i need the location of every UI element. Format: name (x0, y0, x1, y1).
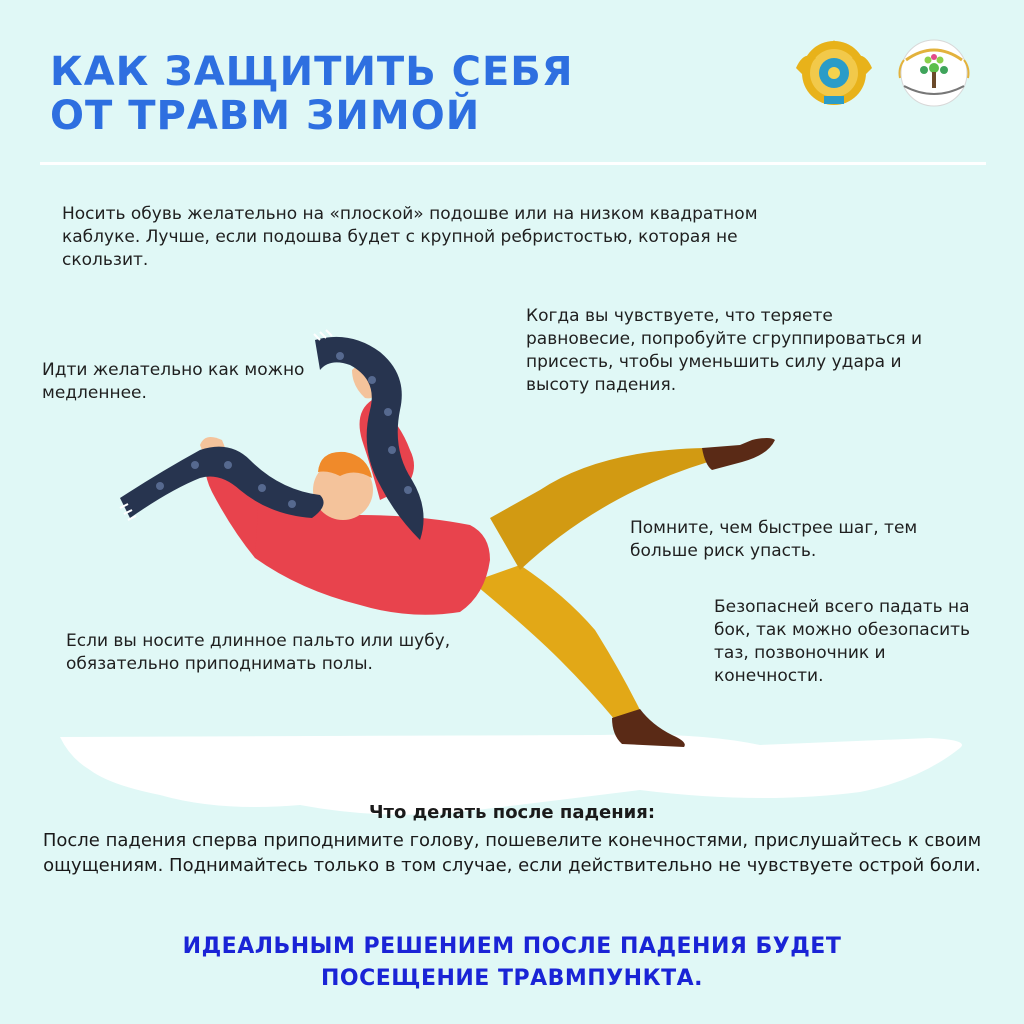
tree-logo-icon (886, 38, 982, 108)
tip-lose-balance: Когда вы чувствуете, что теряете равновесие, попробуйте сгруппироваться и присесть, чтобы уменьшить силу удара и высоту падения. (526, 306, 923, 395)
kazakhstan-emblem-icon (790, 38, 878, 108)
left-boot (612, 709, 685, 747)
right-boot (702, 438, 775, 470)
page-title (50, 50, 574, 138)
after-fall-heading: Что делать после падения: (368, 802, 656, 823)
tip-fall-side: Безопасней всего падать на бок, так можно обезопасить таз, позвоночник и конечности. (714, 597, 971, 686)
tip-long-coat: Если вы носите длинное пальто или шубу, обязательно приподнимать полы. (66, 631, 451, 674)
title-line-1: КАК ЗАЩИТИТЬ СЕБЯ (50, 49, 574, 95)
conclusion-text (0, 931, 1024, 995)
after-fall-text: После падения сперва приподнимите голову, пошевелите конечностями, прислушайтесь к своим ощущениям. Поднимайтесь только в том случае, если действительно не чувствуете острой боли. (42, 830, 982, 876)
title-line-2: ОТ ТРАВМ ЗИМОЙ (50, 93, 481, 139)
tip-walk-slow: Идти желательно как можно медленнее. (42, 360, 305, 403)
tip-fast-step: Помните, чем быстрее шаг, тем больше риск упасть. (630, 518, 918, 561)
conclusion-line-2: ПОСЕЩЕНИЕ ТРАВМПУНКТА. (321, 966, 703, 991)
conclusion-line-1: ИДЕАЛЬНЫМ РЕШЕНИЕМ ПОСЛЕ ПАДЕНИЯ БУДЕТ (182, 934, 842, 959)
person-left-leg (472, 565, 640, 720)
title-divider (40, 162, 986, 165)
tip-footwear: Носить обувь желательно на «плоской» подошве или на низком квадратном каблуке. Лучше, если подошва будет с крупной ребристостью, которая не скользит. (62, 204, 758, 270)
